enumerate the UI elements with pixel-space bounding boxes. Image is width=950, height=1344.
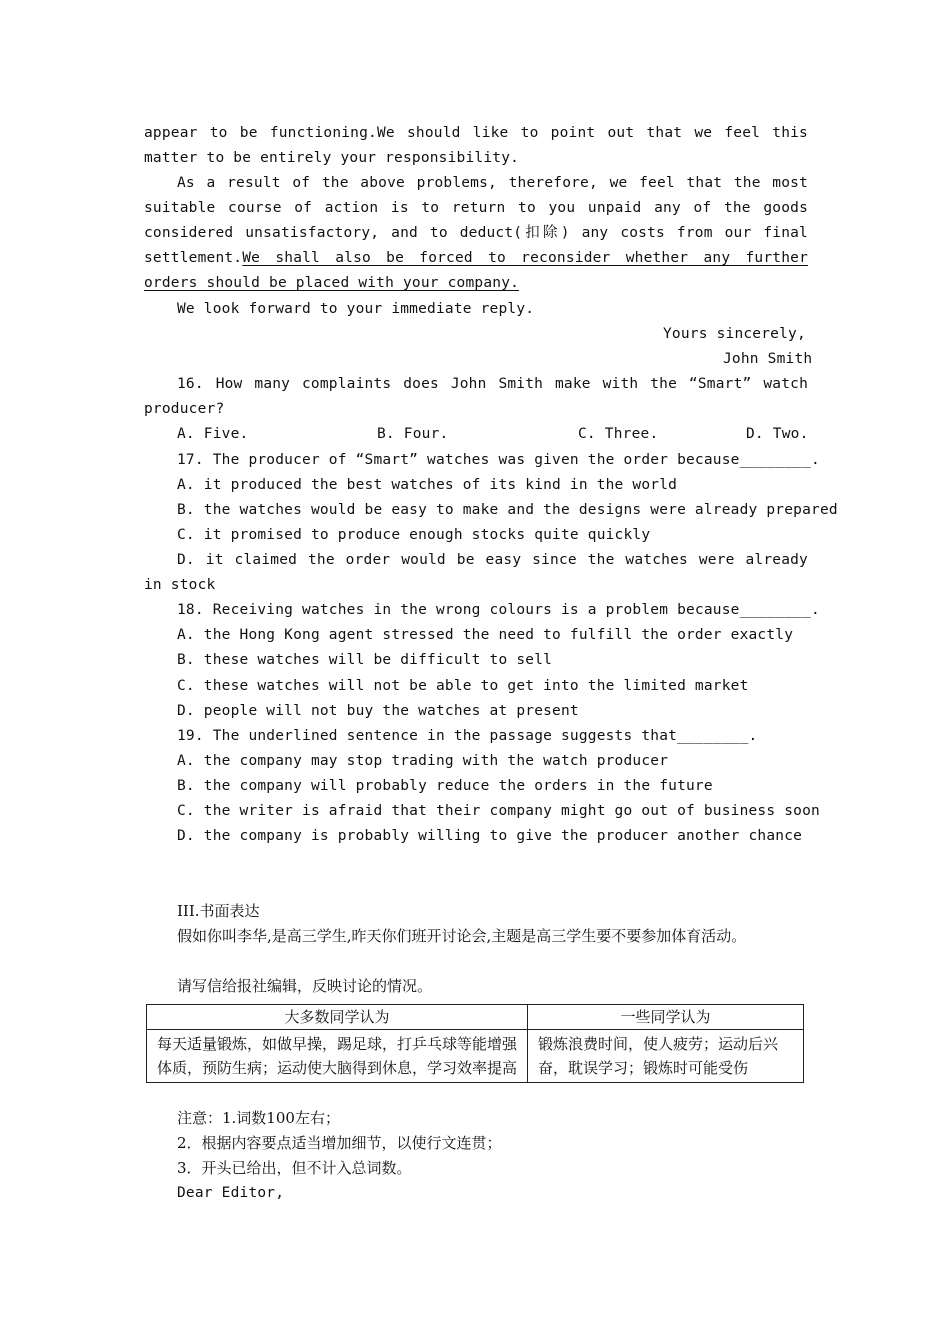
question-16-options — [177, 422, 807, 447]
question-16-option-a: A. Five. — [177, 426, 249, 442]
question-18-option-b: B. these watches will be difficult to sell — [177, 652, 553, 668]
passage-paragraph-3: We look forward to your immediate reply. — [177, 301, 535, 317]
question-18-stem: 18. Receiving watches in the wrong colours is a problem because________. — [177, 602, 820, 618]
question-18-option-d: D. people will not buy the watches at present — [177, 703, 579, 719]
question-16-stem: 16. How many complaints does John Smith make with the “Smart” watch producer? — [144, 376, 808, 418]
underlined-sentence: We shall also be forced to reconsider whether any further orders should be placed with your company. — [144, 250, 808, 292]
writing-heading: III.书面表达 — [177, 902, 260, 920]
question-19-option-d: D. the company is probably willing to give the producer another chance — [177, 828, 803, 844]
question-19-stem: 19. The underlined sentence in the passage suggests that________. — [177, 728, 758, 744]
note-3: 3．开头已给出，但不计入总词数。 — [177, 1159, 412, 1177]
letter-signature: John Smith — [723, 351, 813, 367]
note-1: 注意：1.词数100左右； — [177, 1109, 340, 1127]
question-17-option-c: C. it promised to produce enough stocks quite quickly — [177, 527, 651, 543]
question-19-option-a: A. the company may stop trading with the watch producer — [177, 753, 669, 769]
question-17-option-d: D. it claimed the order would be easy since the watches were already in stock — [144, 552, 808, 594]
question-18-option-a: A. the Hong Kong agent stressed the need to fulfill the order exactly — [177, 627, 794, 643]
question-16-option-c: C. Three. — [578, 426, 659, 442]
writing-prompt-2: 请写信给报社编辑，反映讨论的情况。 — [177, 977, 433, 995]
passage-paragraph-1: appear to be functioning.We should like to point out that we feel this matter to be entirely your responsibility. — [144, 125, 808, 167]
passage-paragraph-2-text: As a result of the above problems, therefore, we feel that the most suitable course of action is to return to you unpaid any of the goods considered unsatisfactory, and to deduct(扣除) any costs from our final settlement. — [144, 175, 808, 267]
table-row — [147, 1030, 804, 1083]
question-19-option-c: C. the writer is afraid that their company might go out of business soon — [177, 803, 820, 819]
table-header-minority: 一些同学认为 — [528, 1005, 804, 1030]
table-cell-majority: 每天适量锻炼，如做早操，踢足球，打乒乓球等能增强体质，预防生病；运动使大脑得到休息，学习效率提高 — [147, 1030, 528, 1083]
question-17-option-a: A. it produced the best watches of its kind in the world — [177, 477, 678, 493]
question-17-option-b: B. the watches would be easy to make and the designs were already prepared — [177, 502, 838, 518]
question-18-option-c: C. these watches will not be able to get into the limited market — [177, 678, 749, 694]
writing-prompt-1: 假如你叫李华,是高三学生,昨天你们班开讨论会,主题是高三学生要不要参加体育活动。 — [177, 927, 747, 945]
passage-paragraph-2 — [144, 171, 808, 296]
note-2: 2．根据内容要点适当增加细节，以使行文连贯； — [177, 1134, 502, 1152]
letter-greeting: Dear Editor, — [177, 1185, 285, 1201]
letter-closing: Yours sincerely, — [663, 326, 806, 342]
question-16-option-d: D. Two. — [746, 426, 809, 442]
table-cell-minority: 锻炼浪费时间，使人疲劳；运动后兴奋，耽误学习；锻炼时可能受伤 — [528, 1030, 804, 1083]
question-17-stem: 17. The producer of “Smart” watches was given the order because________. — [177, 452, 820, 468]
table-header-majority: 大多数同学认为 — [147, 1005, 528, 1030]
question-16-option-b: B. Four. — [377, 426, 449, 442]
table-header-row — [147, 1005, 804, 1030]
opinion-table — [146, 1004, 804, 1083]
question-19-option-b: B. the company will probably reduce the orders in the future — [177, 778, 713, 794]
